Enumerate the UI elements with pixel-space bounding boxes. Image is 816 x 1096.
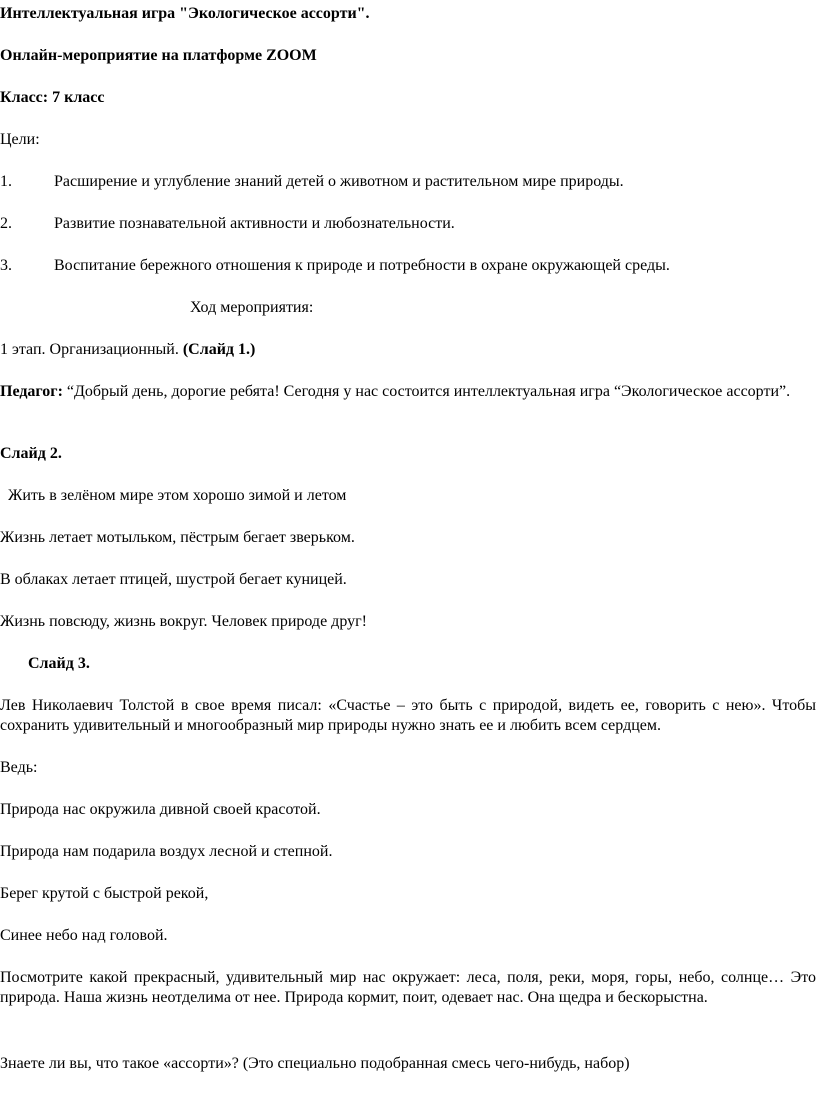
verse-line-4: Синее небо над головой. <box>0 927 168 944</box>
stage-1-line <box>0 340 255 360</box>
class-line: Класс: 7 класс <box>0 89 105 106</box>
poem-line-1: Жить в зелёном мире этом хорошо зимой и летом <box>0 487 347 504</box>
goals-heading: Цели: <box>0 131 40 148</box>
verse-line-1: Природа нас окружила дивной своей красотой. <box>0 801 321 818</box>
stage-1-text: 1 этап. Организационный. <box>0 341 183 358</box>
verse-line-3: Берег крутой с быстрой рекой, <box>0 885 209 902</box>
goal-item-2 <box>0 214 455 234</box>
goal-text: Воспитание бережного отношения к природе и потребности в охране окружающей среды. <box>54 257 670 274</box>
goal-number: 3. <box>0 257 12 274</box>
document-subtitle: Онлайн-мероприятие на платформе ZOOM <box>0 47 317 64</box>
goal-item-1 <box>0 172 624 192</box>
poem-line-2: Жизнь летает мотыльком, пёстрым бегает зверьком. <box>0 529 355 546</box>
teacher-paragraph <box>0 382 816 402</box>
poem-line-4: Жизнь повсюду, жизнь вокруг. Человек природе друг! <box>0 613 367 630</box>
ved-line: Ведь: <box>0 759 38 776</box>
goal-text: Развитие познавательной активности и любознательности. <box>54 215 455 232</box>
poem-line-3: В облаках летает птицей, шустрой бегает куницей. <box>0 571 347 588</box>
goal-number: 2. <box>0 215 12 232</box>
assorti-question: Знаете ли вы, что такое «ассорти»? (Это специально подобранная смесь чего-нибудь, набор) <box>0 1055 630 1072</box>
nature-paragraph: Посмотрите какой прекрасный, удивительный мир нас окружает: леса, поля, реки, моря, горы, небо, солнце… Это природа. Наша жизнь неотделима от нее. Природа кормит, поит, одевает нас. Она щедра и бескорыстна. <box>0 969 816 1006</box>
stage-1-slide: (Слайд 1.) <box>182 341 256 358</box>
verse-line-2: Природа нам подарила воздух лесной и степной. <box>0 843 333 860</box>
goal-text: Расширение и углубление знаний детей о животном и растительном мире природы. <box>54 173 624 190</box>
goal-number: 1. <box>0 173 12 190</box>
slide-2-heading: Слайд 2. <box>0 445 62 462</box>
tolstoy-paragraph: Лев Николаевич Толстой в свое время писал: «Счастье – это быть с природой, видеть ее, говорить с нею». Чтобы сохранить удивительный и многообразный мир природы нужно знать ее и любить всем сердцем. <box>0 697 816 734</box>
slide-3-heading: Слайд 3. <box>28 655 90 672</box>
teacher-label: Педагог: <box>0 383 63 400</box>
course-heading: Ход мероприятия: <box>190 299 314 316</box>
teacher-speech: “Добрый день, дорогие ребята! Сегодня у нас состоится интеллектуальная игра “Экологическое ассорти”. <box>62 383 791 400</box>
document-title: Интеллектуальная игра "Экологическое ассорти". <box>0 5 370 22</box>
goal-item-3 <box>0 256 670 276</box>
